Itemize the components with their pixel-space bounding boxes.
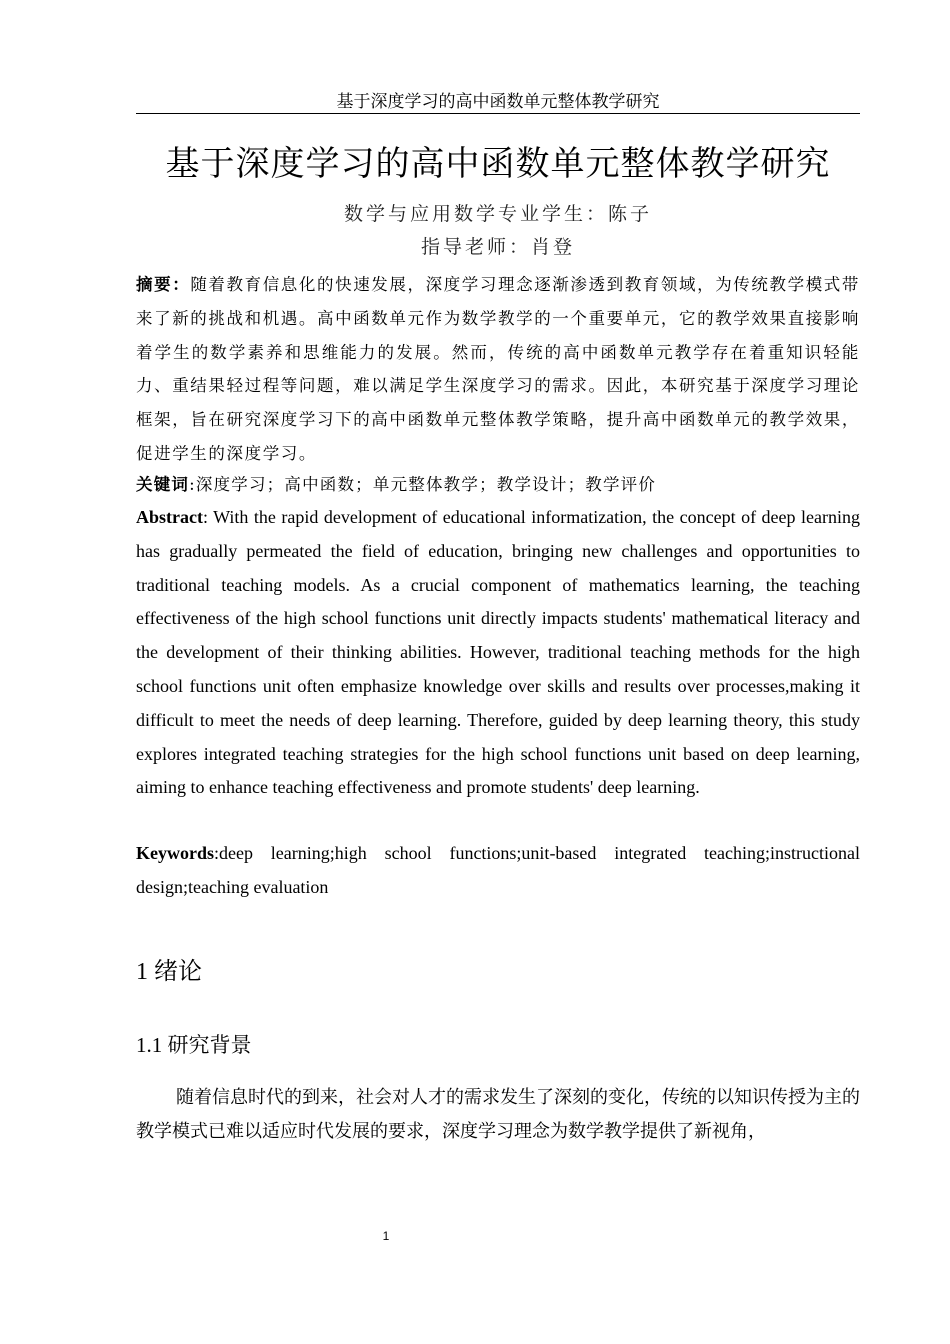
english-keywords-label: Keywords <box>136 843 214 863</box>
paper-title: 基于深度学习的高中函数单元整体教学研究 <box>165 144 831 184</box>
chinese-keywords-label: 关键词 <box>136 475 190 494</box>
header-rule <box>136 113 860 114</box>
english-abstract-label: Abstract <box>136 507 203 527</box>
body-paragraph: 随着信息时代的到来，社会对人才的需求发生了深刻的变化，传统的以知识传授为主的教学模式已难以适应时代发展的要求，深度学习理念为数学教学提供了新视角， <box>136 1087 860 1142</box>
chinese-abstract <box>136 268 860 471</box>
chinese-keywords-text: :深度学习；高中函数；单元整体教学；教学设计；教学评价 <box>189 475 657 494</box>
section-heading-1: 1 绪论 <box>136 959 202 985</box>
english-abstract-text: : With the rapid development of educational informatization, the concept of deep learning has gradually permeated the field of education, bringing new challenges and opportunities to traditional teaching models. As a crucial component of mathematics learning, the teaching effectiveness of the high school functions unit directly impacts students' mathematical literacy and the development of their thinking abilities. However, traditional teaching methods for the high school functions unit often emphasize knowledge over skills and results over processes,making it difficult to meet the needs of deep learning. Therefore, guided by deep learning theory, this study explores integrated teaching strategies for the high school functions unit based on deep learning, aiming to enhance teaching effectiveness and promote students' deep learning. <box>136 507 860 798</box>
page-number: 1 <box>382 1229 390 1243</box>
chinese-abstract-label: 摘要： <box>136 275 191 294</box>
running-header: 基于深度学习的高中函数单元整体教学研究 <box>336 92 660 111</box>
chinese-keywords <box>136 472 860 498</box>
advisor-byline: 指导老师：肖登 <box>420 236 575 258</box>
english-keywords <box>136 837 860 905</box>
english-keywords-text: :deep learning;high school functions;unit-based integrated teaching;instructional design;teaching evaluation <box>136 843 860 897</box>
student-byline: 数学与应用数学专业学生：陈子 <box>343 203 652 225</box>
english-abstract <box>136 501 860 805</box>
chinese-abstract-text: 随着教育信息化的快速发展，深度学习理念逐渐渗透到教育领域，为传统教学模式带来了新的挑战和机遇。高中函数单元作为数学教学的一个重要单元，它的教学效果直接影响着学生的数学素养和思维能力的发展。然而，传统的高中函数单元教学存在着重知识轻能力、重结果轻过程等问题，难以满足学生深度学习的需求。因此，本研究基于深度学习理论框架，旨在研究深度学习下的高中函数单元整体教学策略，提升高中函数单元的教学效果，促进学生的深度学习。 <box>136 275 861 463</box>
section-heading-1-1: 1.1 研究背景 <box>136 1033 252 1057</box>
